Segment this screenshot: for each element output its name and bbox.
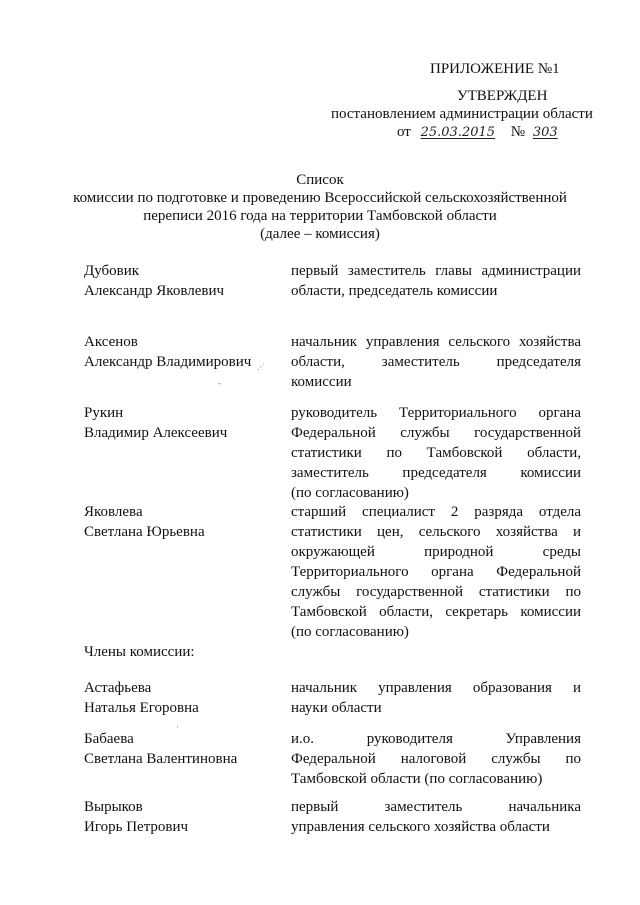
position-line: начальник управления сельского хозяйства	[291, 334, 581, 350]
person-position	[291, 678, 581, 718]
person-name	[84, 729, 237, 769]
surname: Аксенов	[84, 334, 138, 350]
scan-mark: -	[218, 378, 221, 388]
title-census: переписи 2016 года на территории Тамбовской области	[143, 208, 497, 224]
person-position	[291, 403, 581, 503]
scan-mark: .·˙	[257, 362, 266, 372]
given-name: Светлана Валентиновна	[84, 751, 238, 767]
date-prefix: от	[397, 124, 411, 140]
surname: Яковлева	[84, 504, 143, 520]
decree-date-row	[397, 124, 558, 141]
position-line: науки области	[291, 700, 382, 716]
surname: Астафьева	[84, 680, 152, 696]
person-position	[291, 729, 581, 789]
handwritten-number: 303	[532, 125, 558, 140]
given-name: Владимир Алексеевич	[84, 425, 228, 441]
position-line: заместитель председателя комиссии	[291, 465, 581, 481]
person-name	[84, 261, 224, 301]
person-name	[84, 797, 188, 837]
given-name: Наталья Егоровна	[84, 700, 199, 716]
position-line: (по согласованию)	[291, 485, 409, 501]
position-line: (по согласованию)	[291, 624, 409, 640]
position-line: Федеральной службы государственной	[291, 425, 581, 441]
position-line: статистики по Тамбовской области,	[291, 445, 581, 461]
title-abbrev: (далее – комиссия)	[260, 226, 380, 242]
position-line: управления сельского хозяйства области	[291, 819, 550, 835]
surname: Дубовик	[84, 263, 140, 279]
number-prefix: №	[510, 124, 526, 140]
handwritten-date: 25.03.2015	[420, 125, 496, 140]
approved-label: УТВЕРЖДЕН	[457, 88, 548, 104]
position-line: области, председатель комиссии	[291, 283, 498, 299]
given-name: Светлана Юрьевна	[84, 524, 205, 540]
position-line: начальник управления образования и	[291, 680, 581, 696]
position-line: Федеральной налоговой службы по	[291, 751, 581, 767]
position-line: Тамбовской области (по согласованию)	[291, 771, 543, 787]
position-line: комиссии	[291, 374, 352, 390]
scan-mark: ·	[176, 722, 179, 732]
position-line: службы государственной статистики по	[291, 584, 581, 600]
decree-label: постановлением администрации области	[331, 106, 593, 122]
person-position	[291, 332, 581, 392]
person-name	[84, 332, 251, 372]
person-name	[84, 403, 227, 443]
position-line: первый заместитель начальника	[291, 799, 581, 815]
given-name: Александр Яковлевич	[84, 283, 225, 299]
position-line: Тамбовской области, секретарь комиссии	[291, 604, 581, 620]
given-name: Александр Владимирович	[84, 354, 252, 370]
surname: Бабаева	[84, 731, 134, 747]
person-name	[84, 678, 199, 718]
person-position	[291, 797, 581, 837]
appendix-label: ПРИЛОЖЕНИЕ №1	[430, 61, 560, 77]
surname: Рукин	[84, 405, 124, 421]
person-position	[291, 502, 581, 642]
position-line: окружающей природной среды	[291, 544, 581, 560]
title-commission: комиссии по подготовке и проведению Всероссийской сельскохозяйственной	[73, 190, 567, 206]
members-heading: Члены комиссии:	[84, 644, 195, 660]
position-line: Территориального органа Федеральной	[291, 564, 581, 580]
position-line: руководитель Территориального органа	[291, 405, 581, 421]
position-line: и.о. руководителя Управления	[291, 731, 581, 747]
position-line: области, заместитель председателя	[291, 354, 581, 370]
person-position	[291, 261, 581, 301]
person-name	[84, 502, 205, 542]
position-line: старший специалист 2 разряда отдела	[291, 504, 581, 520]
position-line: первый заместитель главы администрации	[291, 263, 581, 279]
surname: Вырыков	[84, 799, 143, 815]
given-name: Игорь Петрович	[84, 819, 189, 835]
title-list: Список	[296, 172, 344, 188]
position-line: статистики цен, сельского хозяйства и	[291, 524, 581, 540]
